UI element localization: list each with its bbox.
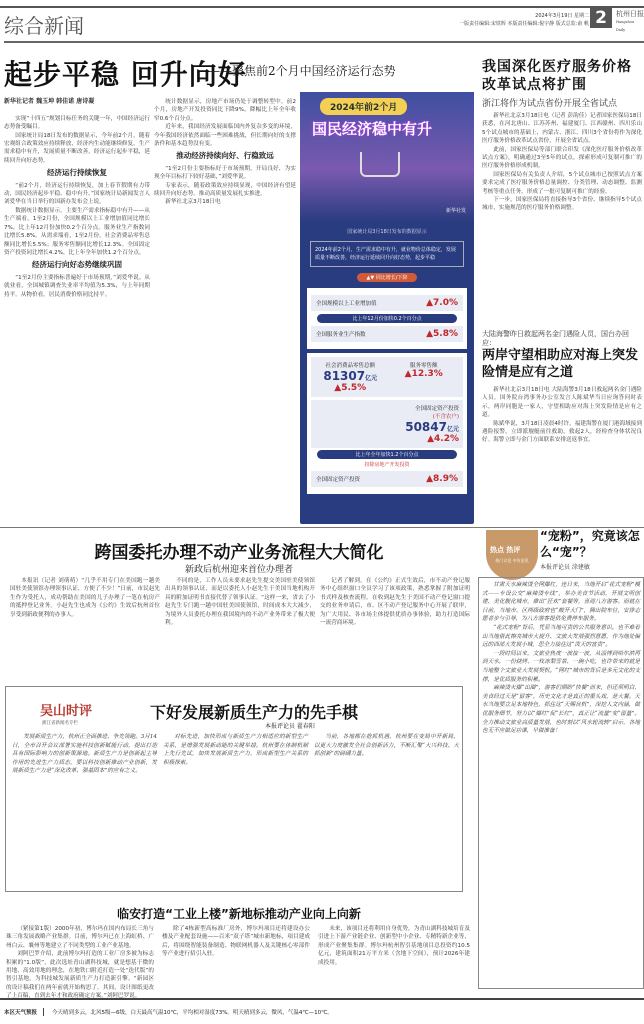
commentary-col-1 xyxy=(12,733,157,888)
taiwan-headline: 两岸守望相助应对海上突发险情是应有之道 xyxy=(482,348,639,380)
badge-title: 热点 热评 xyxy=(490,546,521,554)
paragraph: 实现“十四五”规划目标任务的关键一年，中国经济运行态势备受瞩目。 xyxy=(4,115,150,131)
paragraph: 专家表示，随着政策效应持续显现，中国经济有望延续回升向好态势，推动高质量发展扎实推进。 xyxy=(154,182,296,198)
stat-row xyxy=(311,295,463,311)
pets-body xyxy=(482,581,640,985)
commentary-byline: 本报评论员 翟春阳 xyxy=(265,723,315,730)
paragraph: 甘肃天水麻辣烫全网爆红，连日来，当地开启“花式宠粉”模式——专设公交“麻辣烫专线”，举办美食节活动，开展文明创建、美化靓化城市，推出“狂欢”套餐等，喜迎八方游客。而就在日前，当地市、区两级政府也“敞开大门”，腾出院车位，安排志愿者步与引导，为八方游客提供免费停车服务。 xyxy=(482,582,640,623)
paper-logo xyxy=(616,10,644,34)
infographic-hero xyxy=(300,92,474,222)
paragraph: 下一步，国家医保局将直接指导3个省份、继续指导5个试点城市，实施规范的医疗服务价格调整。 xyxy=(482,197,642,212)
editors-line: 一版责任编辑:宋铁辉 本版责任编辑:倪宇静 版式总监:俞 帆 xyxy=(459,21,589,27)
service-retail-stat xyxy=(389,361,460,393)
paragraph: 此前，国家医保局等部门联合印发《深化医疗服务价格改革试点方案》，明确通过3至5年的试点，探索形成可复制可推广的医疗服务价格形成机制。 xyxy=(482,146,642,170)
paragraph: “花式宠粉”背后，凭显当地可贵的公共服务意识。也不难看出当地借此擦亮城市大提升、文旅大发展强烈意愿，作为地处偏远的西部大发展小城，思全力接住这“泼天的富贵”。 xyxy=(482,624,640,649)
lead-column-2 xyxy=(154,98,296,523)
paragraph: 国家医保局有关负责人介绍，5个试点城市已按照试点方案要求完成了医疗服务价格总量调控、分类管理、动态调整、监测考核等重点任务，形成了一批可复制可推广的经验。 xyxy=(482,171,642,195)
taiwan-body xyxy=(482,386,642,522)
issue-date: 2024年3月19日 星期二 xyxy=(535,13,589,19)
stat-value: ▲5.8% xyxy=(426,329,458,339)
stat-note: 比上年12月份加快0.2个百分点 xyxy=(317,314,457,323)
stat-label: 社会消费品零售总额 xyxy=(325,363,375,369)
stat-value: ▲4.2% xyxy=(427,434,459,444)
paragraph: 记者了解到，在《公约》正式生效后，市不动产登记服务中心组织窗口全员学习了该项政策，熟悉掌握了附加证明书式样及核查流程。在收到赵先生于美国不动产登记窗口提交的业务申请后，市、区不动产登记服务中心开展了联审，为广大用民、各市场主体提供优质办事体验，助力打造国际一流营商环境。 xyxy=(320,578,470,627)
medical-body xyxy=(482,112,642,327)
paper-name: 杭州日报 xyxy=(616,10,644,18)
paragraph: “1至2月份主要指标好于市场预期，开局良好，为实现全年目标打下较好基础，”刘爱华说。 xyxy=(154,165,296,181)
linan-col-2 xyxy=(162,925,310,993)
demand-card xyxy=(307,353,467,494)
paragraph: 数据统计数据显示，主要生产需求指标稳中有升——从生产端看，1至2月份，全国规模以上工业增加值同比增长7%，比上年12月份加快0.2个百分点。服务业生产指数同比增长5.8%。从需求端看，1至2月份，社会消费品零售总额同比增长5.5%；服务零售额同比增长12.3%。全国固定资产投资同比增长4.2%，比上年全年加快1.2个百分点。 xyxy=(4,207,150,256)
medical-subtitle: 浙江将作为试点省份开展全省试点 xyxy=(482,99,618,109)
paragraph: 发展新质生产力，杭州正全面推进、争先领跑。3月14日，全市召开会议部署实施科技创新赋能行动，提出打造具有国际影响力的创新策源地。新质生产力是创新起主导作用的先进生产力质态，要以科技创新推动产业创新，发展新质生产力是“深化改革、强基固本”的应有之义。 xyxy=(12,734,157,775)
property-col-3 xyxy=(320,577,470,681)
weather-text: 今天晴到多云，北风5级—6级，白天最高气温10℃，平均相对湿度73%。明天晴到多云，微风，气温4℃—10℃。 xyxy=(52,1010,333,1016)
stat-row xyxy=(311,471,463,487)
lead-column-1 xyxy=(4,98,150,523)
paragraph: 麻辣烫火爆“出圈”，游客们期盼“快餐”而来，但还须明白，美食经过天是“留客”，历史文化才是真正的重头戏，是大餐。天水当地要立足本地特色，抓住这“天赐良机”，深挖人文内涵，做优服务细节，努力以“爆红”促“长红”，真正让“流量”变“留量”。全力推动文旅业高质量发展，也时刻以“风水轮流转”启示，各地也无不应做足功课，早做准备！ xyxy=(482,685,640,735)
infographic-credit: 新华社发 xyxy=(445,208,466,214)
stat-label: 全国服务业生产指数 xyxy=(316,332,366,338)
paragraph: （紧接第1版）2000年初，博尔玛在国内布局长三角与珠三角发展战略产业集群。目前，博尔玛已在上海虹桥、广州白云、襄州等地建立了不同类型的工业产业基地。 xyxy=(6,926,154,949)
economy-infographic xyxy=(300,92,474,524)
top-rule xyxy=(0,6,644,8)
paragraph: 当前，各地都在抢抓机遇，杭州要在变局中开新局，以更大力度激发全社会创新活力，不断汇聚“大兴科技、大抓创新”的磅礴力量。 xyxy=(314,734,459,758)
paragraph: “前2个月，经济运行持续恢复，加上春节假期有力带动，国民经济起步平稳、稳中有升。”国家统计局新闻发言人刘爱华在当日举行的国新办发布会上说。 xyxy=(4,182,150,206)
linan-col-1 xyxy=(6,925,154,1000)
paragraph: 近年来，我国经济发展面临国内外复杂多变的环境，今年我国经济依然面临一些困难挑战，但长期向好的支撑条件和基本趋势没有变。 xyxy=(154,124,296,148)
page-number: 2 xyxy=(590,8,612,28)
paragraph: 除了4栋新型高标准厂房外，博尔玛项目还将建设办公楼及产业配套设施——百米“双子塔”城市新地标，项目建成后，将围绕智能装备制造、物联网机器人及关键核心零部件等产业进行招引入驻。 xyxy=(162,926,310,958)
lead-subtitle: ——聚焦前2个月中国经济运行态势 xyxy=(208,64,396,78)
infographic-tag: 2024年前2个月 xyxy=(320,98,407,115)
property-col-1 xyxy=(10,577,160,681)
paragraph: 新华社北京3月18日电 大陆海警3月18日救起两名金门遇险人员。国务院台湾事务办公室发言人陈斌华当日应询答问时表示，两岸同胞是一家人，守望相助应对海上突发险情是应有之道。 xyxy=(482,387,642,419)
paragraph: 对标先进，加快形成与新质生产力相适应的新型生产关系，是增强发展新动能的关键举措。杭州要在体制机制上先行先试，加快发展新质生产力，形成新型生产关系的积极探索。 xyxy=(163,734,308,766)
infographic-summary: 2024年前2个月，生产需求稳中有升，就业物价总体稳定，发展质量不断改善，经济运行延续回升向好态势，起步平稳 xyxy=(310,241,464,267)
column-brand-sub: 浙江省新闻名专栏 xyxy=(42,721,78,726)
stat-label: 服务零售额 xyxy=(409,363,438,369)
stat-value: ▲12.3% xyxy=(404,369,443,379)
infographic-title: 国民经济稳中有升 xyxy=(312,120,433,138)
taiwan-kicker: 大陆海警昨日救起两名金门遇险人员，国台办回应： xyxy=(482,330,629,347)
stat-value: ▲8.9% xyxy=(426,474,458,484)
linan-col-3 xyxy=(318,925,470,993)
column-brand: 吴山时评 xyxy=(40,704,93,719)
stat-value: ▲5.5% xyxy=(334,383,367,393)
masthead-meta xyxy=(459,12,589,28)
stat-value: ▲7.0% xyxy=(426,298,458,308)
infographic-intro: 国家统计局3月18日发布的数据显示 xyxy=(347,229,427,235)
commentary-col-2 xyxy=(163,733,308,888)
medical-headline: 我国深化医疗服务价格改革试点将扩围 xyxy=(482,59,632,93)
section-subheading: 推动经济持续向好、行稳致远 xyxy=(176,151,274,161)
paragraph: 新华社北京3月18日电（记者 彭韵佳）记者国家医保局18日获悉，在河北唐山、江苏苏州、福建厦门、江西赣州、四川乐山5个试点城市的基础上，内蒙古、浙江、四川3个省份将作为深化医疗服务价格改革试点省份，开展全省试点。 xyxy=(482,113,642,145)
stat-amount xyxy=(315,369,386,383)
amount-unit: 亿元 xyxy=(446,426,459,433)
pets-headline: “宠粉”，究竟该怎么“宠”？ xyxy=(540,529,640,559)
paragraph: 不同的是，工作人员未要求赵先生提交美国驻美使领馆出具的领事认证，而是以委托人小赵先生于美国当地机构开具的附加证明书直接代替了领事认证。“这样一来，省去了小赵先生专门跑一趟中国驻美国使领馆，时间成本大大减少，为境外人员委托办理在我国境内的不动产业务带来了极大便利。 xyxy=(165,578,315,627)
dateline: 新华社北京3月18日电 xyxy=(165,199,221,206)
paragraph: 统计数据显示，房地产市场仍处于调整转型中。前2个月，房地产开发投资同比下降9%，降幅比上年全年收窄0.6个百分点。 xyxy=(154,99,296,122)
investment-stat xyxy=(311,400,463,448)
hot-comment-badge xyxy=(486,530,538,580)
section-subheading: 经济运行持续恢复 xyxy=(47,168,107,178)
lead-byline: 新华社记者 魏玉坤 韩佳诺 唐诗凝 xyxy=(4,98,95,105)
paper-name-en: Hangzhou Daily xyxy=(616,20,635,32)
stat-row xyxy=(311,326,463,342)
stat-label: 全国固定资产投资 xyxy=(316,477,361,483)
consumption-stats xyxy=(311,357,463,397)
paragraph: 刘阿巴罗介绍，此前博尔玛打造的工业厂房多被为标志积累的“1.0版”，此次选址青山湖科技城，就是想基于微的用地、高效用地的理念，在地铁口附近打造一处“迭代版”的智引基地，为科技城发展新质生产力打造新引擎。“新园区的设计稿我们在两年前就开始构思了，其间，设计图纸更改了上百稿，直到去年才和政府确定方案，”刘阿巴罗说。 xyxy=(6,951,154,1000)
paragraph: 一段时间以来，文旅业热度一波接一波，从淄博到哈尔滨再到天水，一份烧烤、一枚冻梨雪景、一碗小吃，也许带来的就是当地整个文旅业大发展契机。“网红”城市的背后是多元文化的支撑，是优质服务的积累。 xyxy=(482,650,640,683)
commentary-col-3 xyxy=(314,733,459,888)
property-col-2 xyxy=(165,577,315,681)
pets-byline: 本报评论员 涂建敏 xyxy=(540,564,590,571)
paragraph: 未来，该项目还将利用自身优势，为青山湖科技城培育及引进上下游产业链企业、创新型中小企业、专精特新企业等，形成产业聚集集群。博尔玛杭州智引基地项目总投资约10.5亿元，建筑面积21万平方米（含地下空间），预计2026年建成投用。 xyxy=(318,926,470,966)
linan-headline: 临安打造“工业上楼”新地标推动产业向上向新 xyxy=(117,907,361,921)
stat-sublabel: 扣除房地产开发投资 xyxy=(364,462,410,468)
property-headline: 跨国委托办理不动产业务流程大大简化 xyxy=(94,543,384,563)
pets-box xyxy=(478,577,644,989)
weather-bar xyxy=(0,998,644,1024)
paragraph: 陈斌华说，3月18日凌晨4时许，福建海警在厦门港海域接到遇险报警，立即派舰艇前往救助，救起2人，经检查身体状况良好。海警立即与金门方面联系安排送返事宜。 xyxy=(482,420,642,444)
stat-label: 全国规模以上工业增加值 xyxy=(316,301,377,307)
stat-sublabel: (不含农户) xyxy=(432,414,459,420)
badge-subtitle: 热门议论 中肯意见 xyxy=(495,558,529,563)
infographic-legend: ▲▼ 同比增长/下降 xyxy=(357,273,417,282)
property-subtitle: 新政后杭州迎来首位办理者 xyxy=(184,565,293,575)
stat-amount xyxy=(315,420,459,434)
section-subheading: 经济运行向好态势继续巩固 xyxy=(32,260,122,270)
section-name: 综合新闻 xyxy=(4,14,84,38)
amount-number: 50847 xyxy=(405,420,447,434)
weather-label: 本区天气预报 xyxy=(4,1008,44,1016)
amount-unit: 亿元 xyxy=(365,375,378,382)
paragraph: 国家统计局18日发布的数据显示，今年前2个月，随着宏观组合政策效应持续释放，经济内生动能继续修复，生产需求稳中有升，发展质量不断改善，经济运行起步平稳，延续回升向好态势。 xyxy=(4,132,150,164)
lead-headline: 起步平稳 回升向好 xyxy=(4,58,247,91)
shopping-cart-icon xyxy=(360,152,400,177)
retail-stat xyxy=(315,361,386,393)
stat-label: 全国固定资产投资 xyxy=(414,406,459,412)
production-card xyxy=(307,288,467,349)
paragraph: 本报讯（记者 刘萌萌）“几乎不用专门在美国跑一趟美国驻美使领馆办理领事认证，方便了不少！”日前，市民赵先生作为受托人，成功帮助在美国的儿子办理了一笔在杭房产的抵押登记业务。小赵先生也成为《公约》生效后杭州首位享受到新政便利的办事人。 xyxy=(10,578,160,618)
stat-note: 比上年全年加快1.2个百分点 xyxy=(317,450,457,459)
amount-number: 81307 xyxy=(323,369,366,383)
paragraph: “1至2月份主要指标普遍好于市场预期，”刘爱华说。从就业看，全国城镇调查失业率平均值为5.3%，与上年同期持平。从物价看，居民消费价格同比持平。 xyxy=(4,274,150,298)
commentary-headline: 下好发展新质生产力的先手棋 xyxy=(150,703,359,722)
header-rule xyxy=(4,41,644,43)
